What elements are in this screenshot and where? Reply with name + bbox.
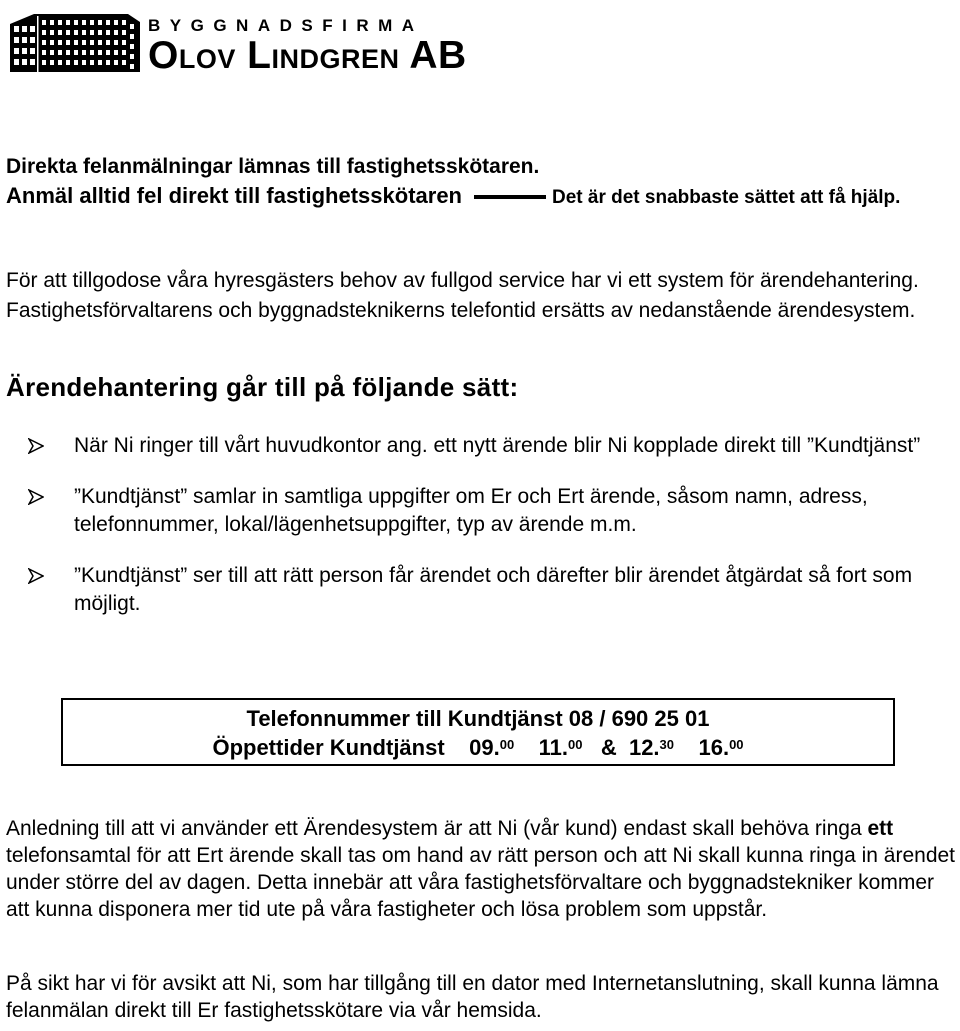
building-logo-icon bbox=[8, 6, 142, 74]
time-close-pm: 16.00 bbox=[698, 735, 744, 760]
intro-emphasis: Anmäl alltid fel direkt till fastighetsskötaren bbox=[6, 183, 462, 208]
list-item bbox=[28, 483, 948, 539]
dash-divider bbox=[474, 195, 546, 199]
intro-line-1: Direkta felanmälningar lämnas till fastighetsskötaren. bbox=[6, 155, 540, 178]
arrow-bullet-icon bbox=[28, 568, 44, 584]
hours-label: Öppettider Kundtjänst bbox=[212, 735, 445, 760]
emphasis-ett: ett bbox=[867, 817, 894, 840]
list-item-text: ”Kundtjänst” ser till att rätt person får ärendet och därefter blir ärendet åtgärdat så fort som möjligt. bbox=[74, 564, 913, 615]
company-name: Olov Lindgren AB bbox=[148, 34, 467, 77]
section-heading: Ärendehantering går till på följande sätt: bbox=[6, 372, 519, 402]
ampersand: & bbox=[600, 735, 617, 760]
contact-info-box bbox=[61, 698, 895, 766]
letterhead bbox=[8, 6, 468, 78]
list-item-text: När Ni ringer till vårt huvudkontor ang. ett nytt ärende blir Ni kopplade direkt till ”Kundtjänst” bbox=[74, 434, 921, 457]
bullet-list bbox=[28, 432, 948, 641]
intro-line-2 bbox=[6, 182, 956, 213]
paragraph-service: För att tillgodose våra hyresgästers behov av fullgod service har vi ett system för ärendehantering. Fastighetsförvaltarens och byggnadsteknikerns telefontid ersätts av nedanstående ärendesystem. bbox=[6, 269, 919, 322]
arrow-bullet-icon bbox=[28, 489, 44, 505]
list-item-text: ”Kundtjänst” samlar in samtliga uppgifter om Er och Ert ärende, såsom namn, adress, telefonnummer, lokal/lägenhetsuppgifter, typ av ärende m.m. bbox=[74, 485, 868, 536]
intro-tail: Det är det snabbaste sättet att få hjälp. bbox=[552, 187, 901, 208]
paragraph-reason: Anledning till att vi använder ett Ärendesystem är att Ni (vår kund) endast skall behöva ringa ett telefonsamtal för att Ert ärende skall tas om hand av rätt person och att Ni skall kunna ringa in ärendet under större del av dagen. Detta innebär att våra fastighetsförvaltare och byggnadstekniker kommer att kunna disponera mer tid ute på våra fastigheter och lösa problem som uppstår. bbox=[6, 817, 956, 921]
paragraph-future: På sikt har vi för avsikt att Ni, som har tillgång till en dator med Internetanslutning, skall kunna lämna felanmälan direkt till Er fastighetsskötare via vår hemsida. bbox=[6, 972, 939, 1022]
company-tagline: BYGGNADSFIRMA bbox=[148, 16, 424, 35]
time-open-pm: 12.30 bbox=[628, 735, 675, 760]
arrow-bullet-icon bbox=[28, 438, 44, 454]
opening-hours bbox=[63, 733, 893, 762]
list-item bbox=[28, 432, 948, 460]
phone-line: Telefonnummer till Kundtjänst 08 / 690 25 01 bbox=[246, 706, 710, 731]
time-open-am: 09.00 bbox=[469, 735, 515, 760]
time-close-am: 11.00 bbox=[538, 735, 583, 760]
list-item bbox=[28, 562, 948, 618]
